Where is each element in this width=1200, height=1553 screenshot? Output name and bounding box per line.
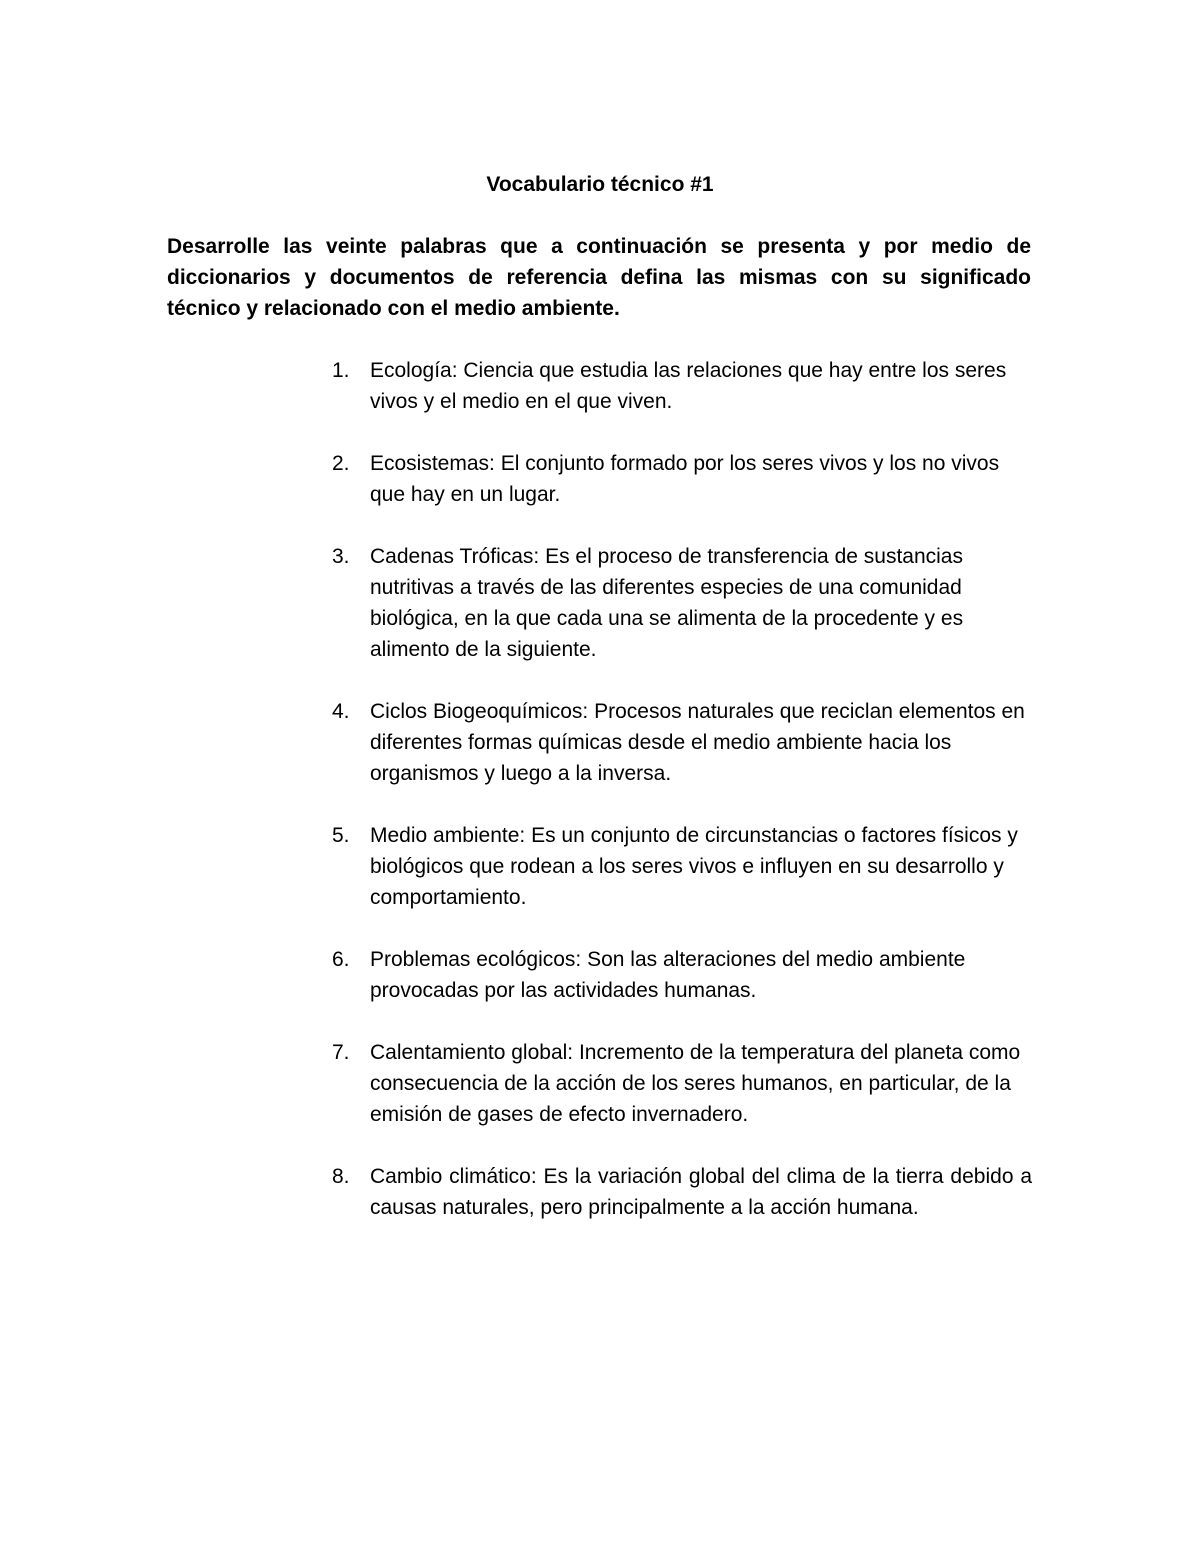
list-item — [332, 541, 1032, 665]
item-text: Ciclos Biogeoquímicos: Procesos naturales que reciclan elementos en diferentes formas químicas desde el medio ambiente hacia los organismos y luego a la inversa. — [370, 700, 1025, 785]
item-number: 6. — [332, 948, 350, 971]
list-item — [332, 820, 1032, 913]
item-text: Calentamiento global: Incremento de la temperatura del planeta como consecuencia de la acción de los seres humanos, en particular, de la emisión de gases de efecto invernadero. — [370, 1041, 1021, 1126]
list-item — [332, 696, 1032, 789]
document-title: Vocabulario técnico #1 — [486, 173, 714, 196]
item-number: 5. — [332, 824, 350, 847]
list-item — [332, 1037, 1032, 1130]
item-number: 1. — [332, 359, 350, 382]
item-text: Ecología: Ciencia que estudia las relaciones que hay entre los seres vivos y el medio en el que viven. — [370, 359, 1007, 413]
item-number: 7. — [332, 1041, 350, 1064]
item-number: 8. — [332, 1165, 350, 1188]
item-text: Cadenas Tróficas: Es el proceso de transferencia de sustancias nutritivas a través de las diferentes especies de una comunidad biológica, en la que cada una se alimenta de la procedente y es alimento de la siguiente. — [370, 545, 964, 661]
item-text: Ecosistemas: El conjunto formado por los seres vivos y los no vivos que hay en un lugar. — [370, 452, 1000, 506]
list-item — [332, 448, 1032, 510]
instructions-paragraph: Desarrolle las veinte palabras que a continuación se presenta y por medio de diccionarios y documentos de referencia defina las mismas con su significado técnico y relacionado con el medio ambiente. — [167, 235, 1031, 320]
item-number: 2. — [332, 452, 350, 475]
list-item — [332, 944, 1032, 1006]
vocabulary-list — [332, 355, 1032, 1223]
item-text: Medio ambiente: Es un conjunto de circunstancias o factores físicos y biológicos que rodean a los seres vivos e influyen en su desarrollo y comportamiento. — [370, 824, 1018, 909]
item-number: 3. — [332, 545, 350, 568]
item-text: Cambio climático: Es la variación global del clima de la tierra debido a causas naturales, pero principalmente a la acción humana. — [370, 1165, 1032, 1219]
list-item — [332, 1161, 1032, 1223]
list-item — [332, 355, 1032, 417]
item-text: Problemas ecológicos: Son las alteraciones del medio ambiente provocadas por las actividades humanas. — [370, 948, 966, 1002]
item-number: 4. — [332, 700, 350, 723]
